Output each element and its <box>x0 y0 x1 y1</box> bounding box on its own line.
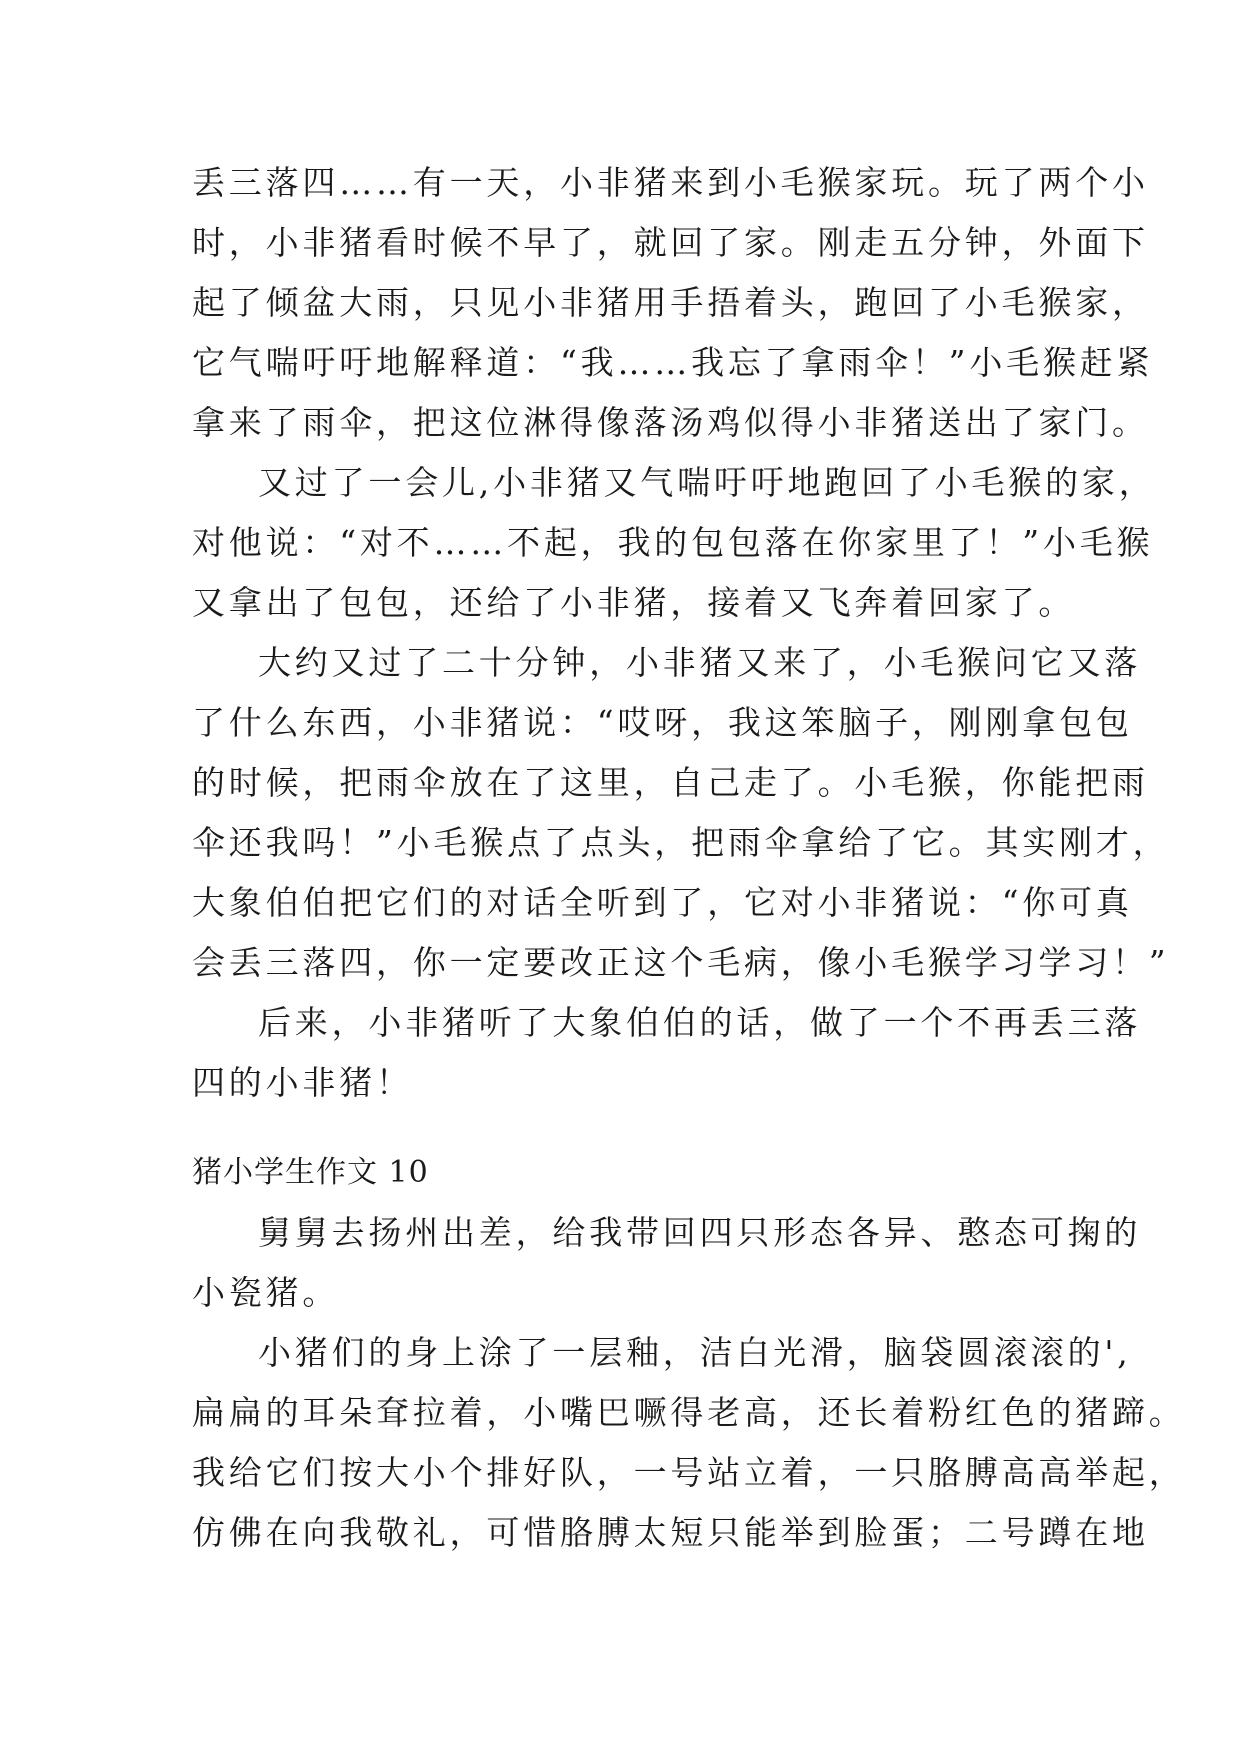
text-line: 小瓷猪。 <box>192 1273 340 1312</box>
text-line: 起了倾盆大雨，只见小非猪用手捂着头，跑回了小毛猴家， <box>192 283 1149 322</box>
text-line: 小猪们的身上涂了一层釉，洁白光滑，脑袋圆滚滚的', <box>258 1333 1132 1372</box>
text-line: 我给它们按大小个排好队，一号站立着，一只胳膊高高举起， <box>192 1453 1186 1492</box>
text-line: 后来，小非猪听了大象伯伯的话，做了一个不再丢三落 <box>258 1003 1142 1042</box>
text-line: 它气喘吁吁地解释道：“我……我忘了拿雨伞！”小毛猴赶紧 <box>192 343 1154 382</box>
text-line: 大约又过了二十分钟，小非猪又来了，小毛猴问它又落 <box>258 643 1142 682</box>
text-line: 大象伯伯把它们的对话全听到了，它对小非猪说：“你可真 <box>192 883 1133 922</box>
text-line: 扁扁的耳朵耷拉着，小嘴巴噘得老高，还长着粉红色的猪蹄。 <box>192 1393 1186 1432</box>
text-line: 四的小非猪！ <box>192 1063 413 1102</box>
text-line: 仿佛在向我敬礼，可惜胳膊太短只能举到脸蛋；二号蹲在地 <box>192 1513 1149 1552</box>
text-line: 的时候，把雨伞放在了这里，自己走了。小毛猴，你能把雨 <box>192 763 1149 802</box>
text-line: 会丢三落四，你一定要改正这个毛病，像小毛猴学习学习！” <box>192 943 1170 982</box>
section-heading: 猪小学生作文 10 <box>192 1155 429 1190</box>
text-line: 对他说：“对不……不起，我的包包落在你家里了！”小毛猴 <box>192 523 1154 562</box>
text-line: 拿来了雨伞，把这位淋得像落汤鸡似得小非猪送出了家门。 <box>192 403 1149 442</box>
text-line: 舅舅去扬州出差，给我带回四只形态各异、憨态可掬的 <box>258 1213 1142 1252</box>
text-line: 时，小非猪看时候不早了，就回了家。刚走五分钟，外面下 <box>192 223 1149 262</box>
text-line: 丢三落四……有一天，小非猪来到小毛猴家玩。玩了两个小 <box>192 163 1149 202</box>
text-line: 又过了一会儿,小非猪又气喘吁吁地跑回了小毛猴的家， <box>258 463 1156 502</box>
text-line: 了什么东西，小非猪说：“哎呀，我这笨脑子，刚刚拿包包 <box>192 703 1133 742</box>
text-line: 伞还我吗！”小毛猴点了点头，把雨伞拿给了它。其实刚才， <box>192 823 1170 862</box>
text-line: 又拿出了包包，还给了小非猪，接着又飞奔着回家了。 <box>192 583 1076 622</box>
